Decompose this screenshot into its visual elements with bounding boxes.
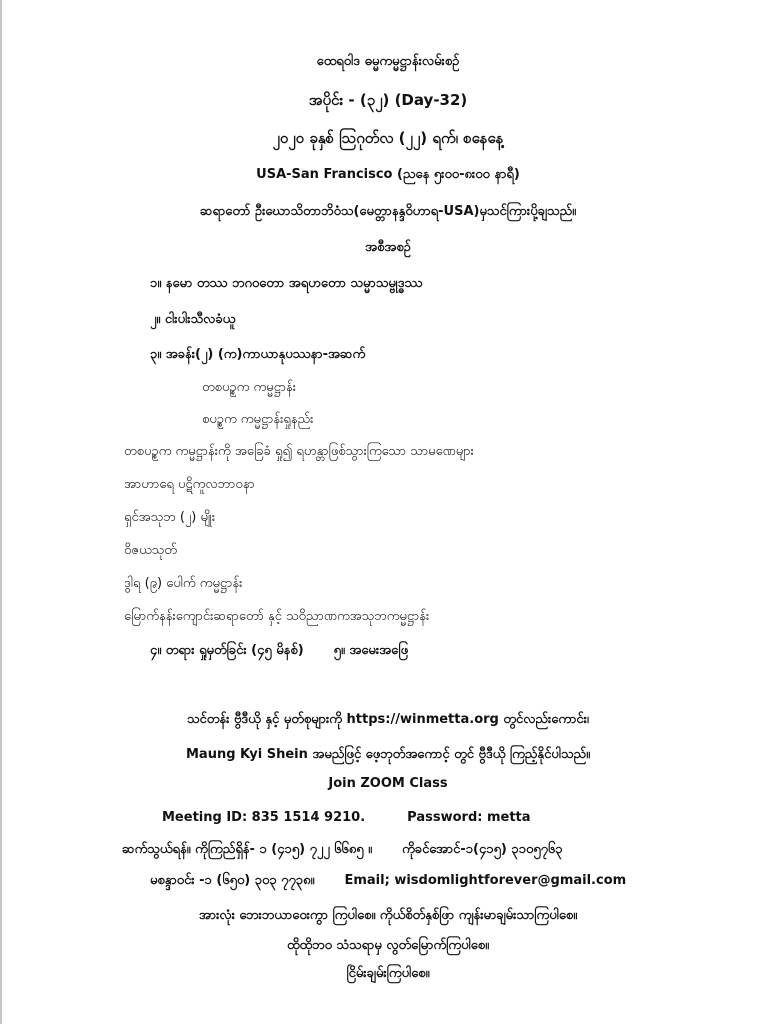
schedule-item-4-5	[150, 641, 408, 661]
schedule-item-2: ၂။ ငါးပါးသီလခံယူ	[150, 312, 236, 327]
blessing-line-3: ငြိမ်းချမ်းကြပါစေ။	[346, 966, 430, 981]
contact-ko-khin-aung: ကိုခင်အောင်-၁(၄၁၅) ၃၁၀၅၇၆၃	[402, 842, 563, 857]
contact-ma-sandar-win: မစန္ဒာဝင်း -၁ (၆၅၀) ၃၀၃ ၇၇၃၈။	[150, 873, 315, 888]
schedule-line-6: မြောက်နန်းကျောင်းဆရာတော် နှင့် သဝိညာဏကအသုဘကမ္မဋ္ဌာန်း	[124, 609, 430, 624]
schedule-subitem-2: စပဥ္စက ကမ္မဋ္ဌာန်းရှုနည်း	[202, 412, 314, 427]
meeting-id: Meeting ID: 835 1514 9210.	[162, 810, 366, 825]
contact-ko-kyi-shein: ဆက်သွယ်ရန်။ ကိုကြည်ရှိန်- ၁ (၄၁၅) ၇၂၂ ၆၆၈၅ ။	[122, 842, 373, 857]
teacher-line: ဆရာတော် ဦးဃောသိတာဘိဝံသ(မေတ္တာနန္ဒဝိဟာရ-USA)မှသင်ကြားပို့ချသည်။	[199, 204, 577, 219]
contact-line-1	[122, 840, 563, 860]
schedule-item-4: ၄။ တရား ရှုမှတ်ခြင်း (၄၅ မိနစ်)	[150, 643, 304, 658]
location-line: USA-San Francisco (ညနေ ၅း၀၀-၈း၀၀ နာရီ)	[256, 167, 520, 182]
website-line: သင်တန်း ဗွီဒီယို နှင့် မှတ်စုများကို https://winmetta.org တွင်လည်းကောင်း၊	[186, 712, 589, 727]
schedule-line-2: အာဟာရေ ပဋိကူလဘာဝနာ	[124, 477, 255, 492]
schedule-subitem-1: တစပဥ္စက ကမ္မဋ္ဌာန်း	[202, 380, 297, 395]
meeting-password: Password: metta	[407, 810, 531, 825]
document-title: ထေရဝါဒ ဓမ္မကမ္မဋ္ဌာန်းလမ်းစဥ်	[316, 54, 460, 69]
zoom-credentials	[162, 808, 531, 828]
part-heading: အပိုင်း - (၃၂) (Day-32)	[308, 91, 468, 109]
schedule-line-3: ရှင်အသုဘ (၂) မျိုး	[124, 510, 216, 525]
contact-line-2	[150, 871, 626, 891]
schedule-item-5: ၅။ အမေးအဖြေ	[333, 643, 409, 658]
schedule-line-1: တစပဥ္စက ကမ္မဋ္ဌာန်းကို အခြေခံ ရှု၍ ရဟန္တာဖြစ်သွားကြသော သာမဏေများ	[124, 444, 474, 459]
schedule-item-1: ၁။ နမော တဿ ဘဂဝတော အရဟတော သမ္မာသမ္ဗုဒ္ဓဿ	[150, 276, 423, 291]
schedule-line-4: ဝိဇယသုတ်	[124, 543, 177, 558]
schedule-item-3: ၃။ အခန်း(၂) (က)ကာယာနုပဿနာ-အဆက်	[150, 347, 366, 362]
blessing-line-2: ထိုထိုဘဝ သံသရာမှ လွတ်မြောက်ကြပါစေ။	[286, 938, 490, 953]
schedule-line-5: ဒွါရ (၉) ပေါက် ကမ္မဋ္ဌာန်း	[124, 576, 243, 591]
schedule-title: အစီအစဥ်	[365, 240, 411, 255]
blessing-line-1: အားလုံး ဘေးဘယာဝေးကွာ ကြပါစေ။ ကိုယ်စိတ်နှစ်ဖြာ ကျန်းမာချမ်းသာကြပါစေ။	[198, 908, 578, 923]
date-heading: ၂၀၂၀ ခုနှစ် ဩဂုတ်လ (၂၂) ရက်၊ စနေနေ့	[272, 129, 504, 147]
zoom-heading: Join ZOOM Class	[328, 776, 448, 791]
facebook-line: Maung Kyi Shein အမည်ဖြင့် ဖေ့ဘုတ်အကောင့် တွင် ဗွီဒီယို ကြည့်နိုင်ပါသည်။	[185, 747, 591, 762]
contact-email: Email; wisdomlightforever@gmail.com	[344, 873, 627, 888]
